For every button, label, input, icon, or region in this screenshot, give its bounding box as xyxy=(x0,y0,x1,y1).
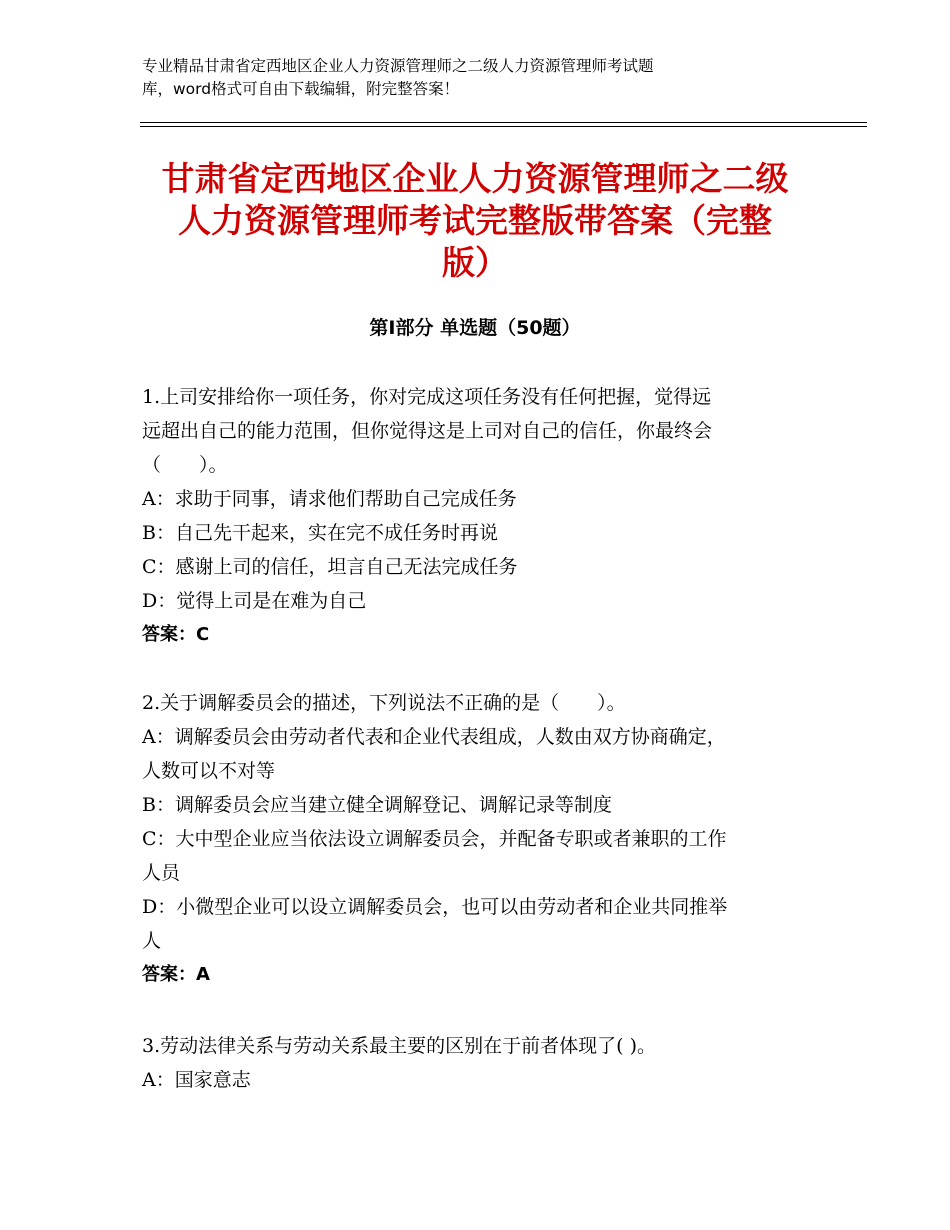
option-a-cont: 人数可以不对等 xyxy=(142,760,276,782)
option-a: A：国家意志 xyxy=(142,1069,251,1091)
option-b: B：调解委员会应当建立健全调解登记、调解记录等制度 xyxy=(142,794,612,816)
answer: 答案：C xyxy=(142,624,210,645)
option-d: D：小微型企业可以设立调解委员会，也可以由劳动者和企业共同推举 xyxy=(142,896,728,918)
header-divider xyxy=(140,126,867,127)
option-c: C：大中型企业应当依法设立调解委员会，并配备专职或者兼职的工作 xyxy=(142,828,727,850)
header-line: 库，word格式可自由下载编辑，附完整答案！ xyxy=(142,80,460,98)
question-1 xyxy=(142,380,812,652)
question-stem: 远超出自己的能力范围，但你觉得这是上司对自己的信任，你最终会 xyxy=(142,420,713,442)
page-header xyxy=(142,55,782,101)
question-stem: 1.上司安排给你一项任务，你对完成这项任务没有任何把握，觉得远 xyxy=(142,386,712,408)
question-stem: （ ）。 xyxy=(142,454,228,476)
title-line: 人力资源管理师考试完整版带答案（完整 xyxy=(178,201,772,240)
title-line: 版） xyxy=(442,243,508,282)
document-title xyxy=(120,158,830,284)
option-c: C：感谢上司的信任，坦言自己无法完成任务 xyxy=(142,556,518,578)
question-stem: 2.关于调解委员会的描述，下列说法不正确的是（ ）。 xyxy=(142,692,626,714)
option-b: B：自己先干起来，实在完不成任务时再说 xyxy=(142,522,498,544)
title-line: 甘肃省定西地区企业人力资源管理师之二级 xyxy=(161,159,789,198)
header-line: 专业精品甘肃省定西地区企业人力资源管理师之二级人力资源管理师考试题 xyxy=(142,57,654,75)
option-a: A：求助于同事，请求他们帮助自己完成任务 xyxy=(142,488,517,510)
option-d-cont: 人 xyxy=(142,930,162,952)
answer: 答案：A xyxy=(142,964,210,985)
question-2 xyxy=(142,686,812,992)
option-a: A：调解委员会由劳动者代表和企业代表组成，人数由双方协商确定， xyxy=(142,726,726,748)
question-3 xyxy=(142,1029,812,1097)
option-d: D：觉得上司是在难为自己 xyxy=(142,590,367,612)
header-divider xyxy=(140,122,867,123)
section-heading: 第Ⅰ部分 单选题（50题） xyxy=(369,317,581,339)
option-c-cont: 人员 xyxy=(142,862,181,884)
question-stem: 3.劳动法律关系与劳动关系最主要的区别在于前者体现了( )。 xyxy=(142,1035,656,1057)
